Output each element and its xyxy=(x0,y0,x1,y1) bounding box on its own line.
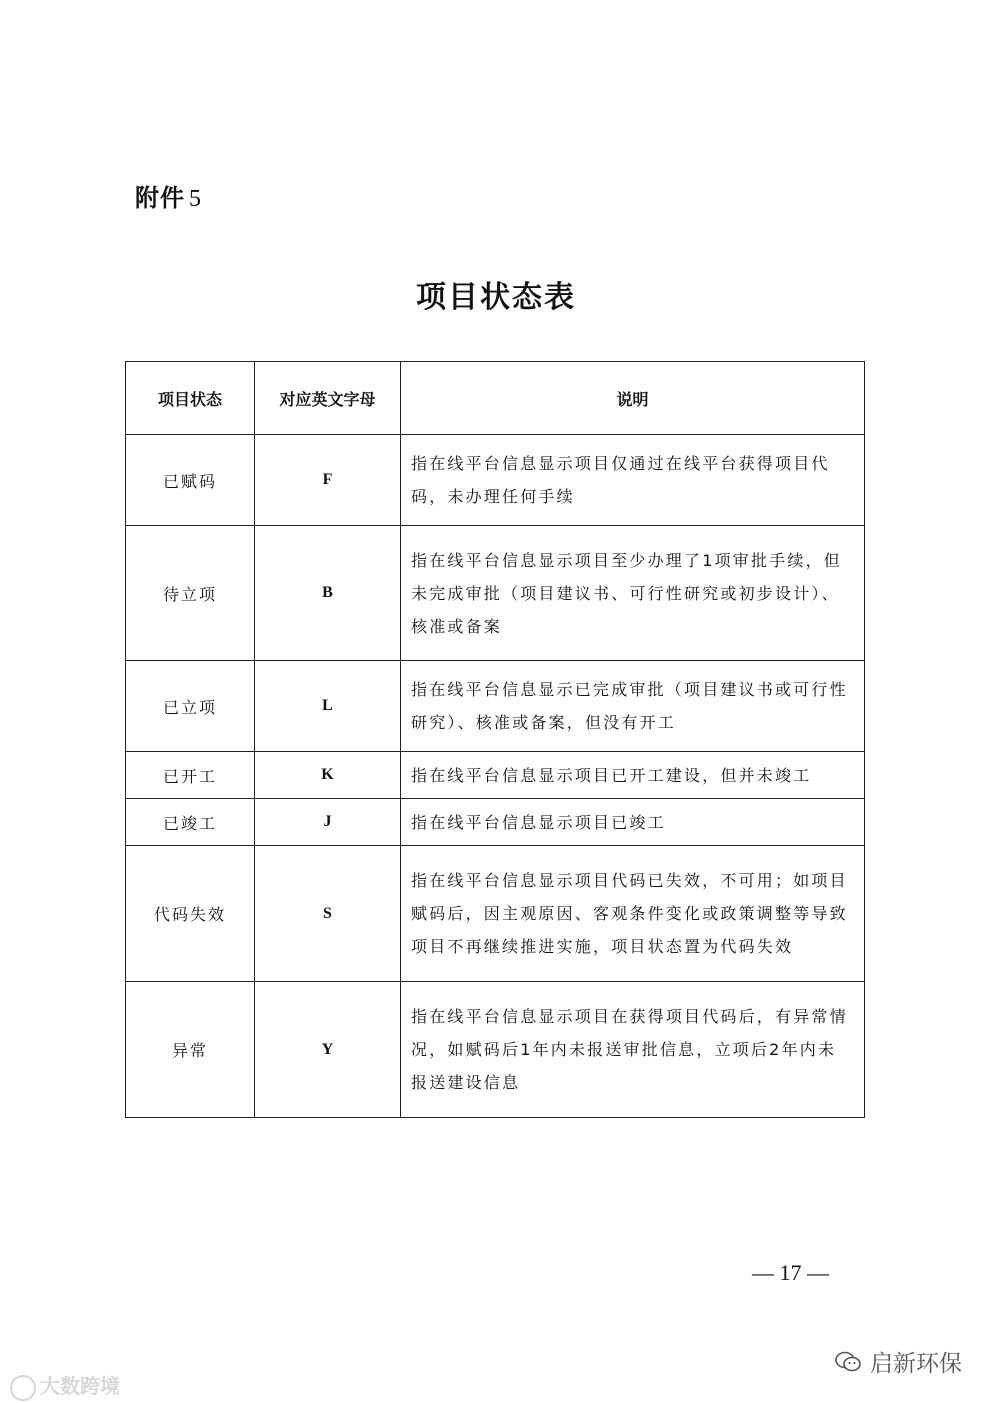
description-cell: 指在线平台信息显示项目至少办理了1项审批手续，但未完成审批（项目建议书、可行性研究或初步设计）、核准或备案 xyxy=(401,526,865,661)
description-cell: 指在线平台信息显示已完成审批（项目建议书或可行性研究）、核准或备案，但没有开工 xyxy=(401,661,865,752)
attachment-number: 5 xyxy=(189,186,202,212)
state-cell: 已竣工 xyxy=(126,799,255,846)
table-row xyxy=(126,846,865,982)
attachment-label xyxy=(135,178,202,213)
watermark-left-text: 大数跨境 xyxy=(40,1374,120,1398)
table-row xyxy=(126,982,865,1118)
description-cell: 指在线平台信息显示项目在获得项目代码后，有异常情况，如赋码后1年内未报送审批信息，立项后2年内未报送建设信息 xyxy=(401,982,865,1118)
watermark-left xyxy=(10,1370,120,1401)
state-cell: 代码失效 xyxy=(126,846,255,982)
letter-cell: J xyxy=(255,799,401,846)
table-row xyxy=(126,661,865,752)
description-cell: 指在线平台信息显示项目已竣工 xyxy=(401,799,865,846)
watermark-right-text: 启新环保 xyxy=(870,1351,962,1377)
table-row xyxy=(126,435,865,526)
description-cell: 指在线平台信息显示项目代码已失效，不可用；如项目赋码后，因主观原因、客观条件变化或政策调整等导致项目不再继续推进实施，项目状态置为代码失效 xyxy=(401,846,865,982)
letter-cell: F xyxy=(255,435,401,526)
wechat-icon xyxy=(834,1350,862,1374)
letter-cell: K xyxy=(255,752,401,799)
page-number: — 17 — xyxy=(752,1260,829,1285)
letter-cell: B xyxy=(255,526,401,661)
state-cell: 已赋码 xyxy=(126,435,255,526)
watermark-right xyxy=(834,1345,962,1378)
watermark-logo-icon xyxy=(10,1375,36,1401)
table-row xyxy=(126,526,865,661)
description-cell: 指在线平台信息显示项目仅通过在线平台获得项目代码，未办理任何手续 xyxy=(401,435,865,526)
project-status-table xyxy=(125,361,865,1118)
state-cell: 异常 xyxy=(126,982,255,1118)
state-cell: 待立项 xyxy=(126,526,255,661)
table-header-row xyxy=(126,362,865,435)
table-row xyxy=(126,752,865,799)
table-row xyxy=(126,799,865,846)
description-cell: 指在线平台信息显示项目已开工建设，但并未竣工 xyxy=(401,752,865,799)
state-cell: 已立项 xyxy=(126,661,255,752)
document-title: 项目状态表 xyxy=(416,280,576,315)
column-header-letter: 对应英文字母 xyxy=(255,362,401,435)
attachment-text: 附件 xyxy=(135,184,185,212)
column-header-description: 说明 xyxy=(401,362,865,435)
letter-cell: S xyxy=(255,846,401,982)
column-header-state: 项目状态 xyxy=(126,362,255,435)
state-cell: 已开工 xyxy=(126,752,255,799)
letter-cell: Y xyxy=(255,982,401,1118)
letter-cell: L xyxy=(255,661,401,752)
